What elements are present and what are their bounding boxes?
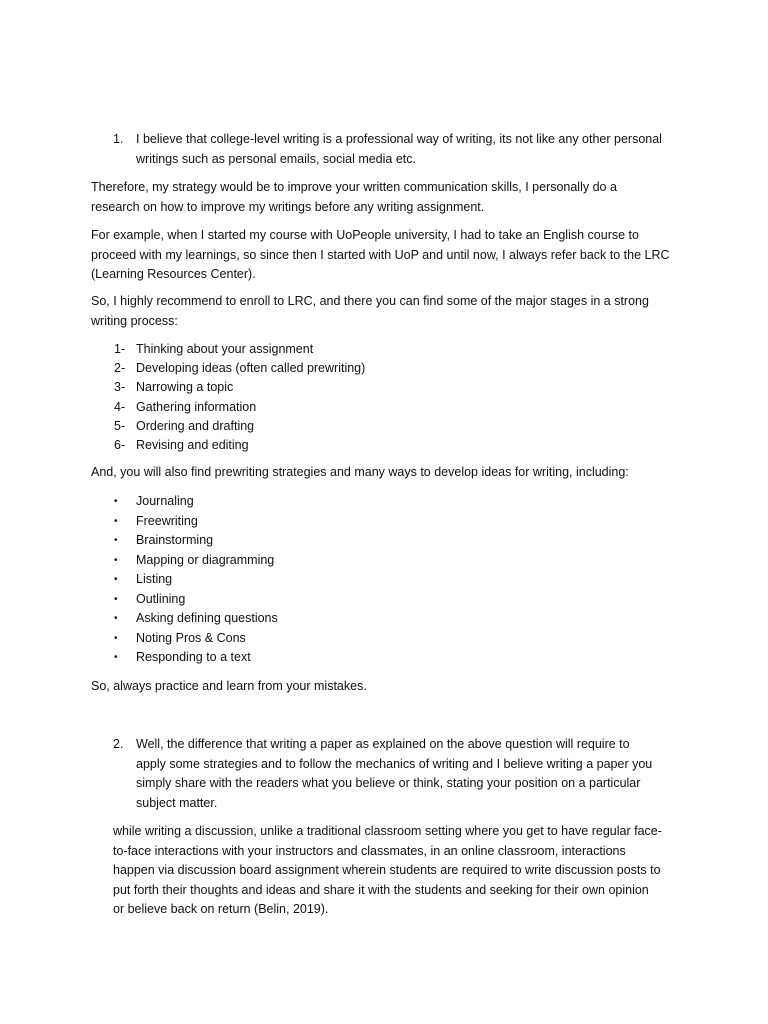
list-item: 5- Ordering and drafting <box>114 418 255 433</box>
paragraph-line: research on how to improve my writings before any writing assignment. <box>91 199 485 214</box>
paragraph-line: while writing a discussion, unlike a traditional classroom setting where you get to have regular face- <box>113 824 662 838</box>
list-item: 2- Developing ideas (often called prewriting) <box>114 361 366 376</box>
question-1-number: 1. <box>113 132 124 146</box>
question-2-number: 2. <box>113 737 124 751</box>
list-item: • Noting Pros & Cons <box>114 630 246 645</box>
paragraph-line: writing process: <box>91 313 178 328</box>
paragraph-line: proceed with my learnings, so since then I started with UoP and until now, I always refer back to the LRC <box>91 247 670 262</box>
writing-stages-list <box>114 340 514 455</box>
list-item: • Mapping or diagramming <box>114 552 275 567</box>
paragraph-also: And, you will also find prewriting strategies and many ways to develop ideas for writing, including: <box>91 465 629 479</box>
question-2-line: subject matter. <box>136 795 218 810</box>
list-item: • Freewriting <box>114 513 198 528</box>
prewriting-strategies-list <box>114 492 514 668</box>
list-item: 6- Revising and editing <box>114 437 249 452</box>
question-2-line: simply share with the readers what you believe or think, stating your position on a particular <box>136 776 641 790</box>
list-item: • Responding to a text <box>114 650 251 664</box>
paragraph-line: put forth their thoughts and ideas and share it with the students and seeking for their own opinion <box>113 882 649 897</box>
paragraph-example <box>91 226 670 285</box>
list-item: • Brainstorming <box>114 533 214 547</box>
paragraph-line: Therefore, my strategy would be to improve your written communication skills, I personally do a <box>91 180 617 194</box>
paragraph-practice: So, always practice and learn from your mistakes. <box>91 679 367 693</box>
question-1-text <box>136 130 662 169</box>
list-item: • Asking defining questions <box>114 611 278 625</box>
list-item: • Outlining <box>114 591 186 606</box>
paragraph-line: So, I highly recommend to enroll to LRC, and there you can find some of the major stages in a strong <box>91 294 649 308</box>
question-2-line: apply some strategies and to follow the mechanics of writing and I believe writing a paper you <box>136 756 653 771</box>
question-1-line: writings such as personal emails, social media etc. <box>136 151 416 166</box>
paragraph-line: For example, when I started my course with UoPeople university, I had to take an English course to <box>91 228 639 242</box>
question-2-line: Well, the difference that writing a paper as explained on the above question will require to <box>136 737 630 751</box>
paragraph-therefore <box>91 178 617 217</box>
paragraph-line: happen via discussion board assignment wherein students are required to write discussion posts to <box>113 863 661 877</box>
list-item: 3- Narrowing a topic <box>114 380 234 395</box>
paragraph-line: or believe back on return (Belin, 2019). <box>113 902 329 916</box>
paragraph-discussion <box>113 822 662 920</box>
list-item: 4- Gathering information <box>114 399 257 414</box>
list-item: • Listing <box>114 572 173 586</box>
paragraph-line: (Learning Resources Center). <box>91 267 256 281</box>
paragraph-recommend <box>91 292 649 331</box>
question-2-text <box>136 735 652 813</box>
question-1-line: I believe that college-level writing is a professional way of writing, its not like any other personal <box>136 132 662 146</box>
paragraph-line: to-face interactions with your instructors and classmates, in an online classroom, interactions <box>113 843 626 858</box>
list-item: 1- Thinking about your assignment <box>114 342 314 356</box>
list-item: • Journaling <box>114 494 194 508</box>
